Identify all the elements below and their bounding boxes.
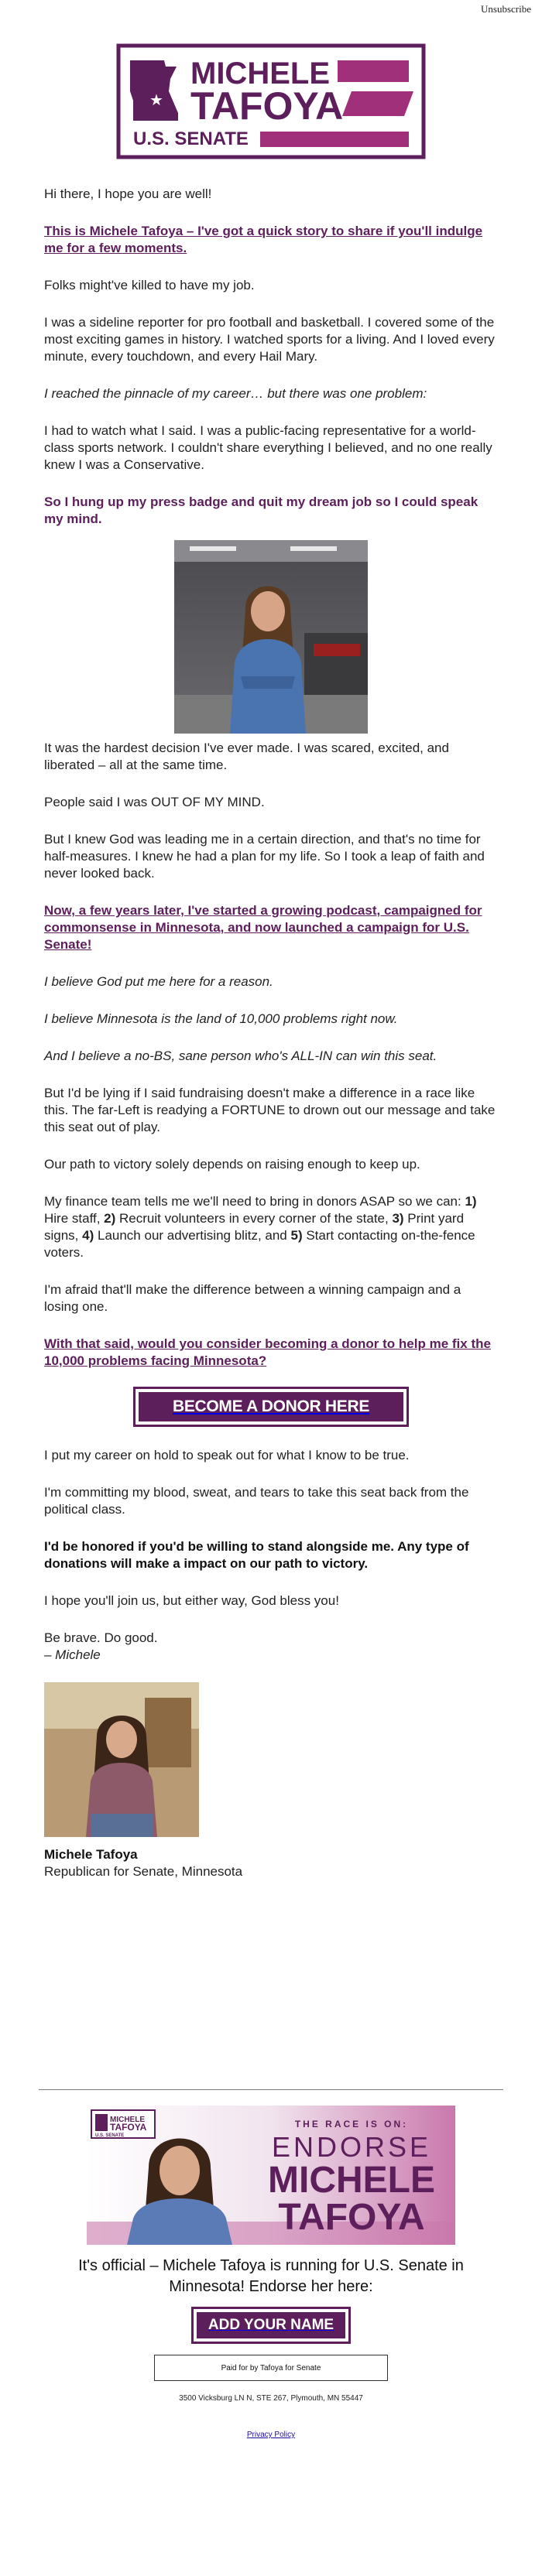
paragraph: And I believe a no-BS, sane person who's ALL-IN can win this seat. bbox=[44, 1049, 437, 1063]
logo-star: ★ bbox=[149, 91, 163, 109]
paragraph: I was a sideline reporter for pro football and basketball. I covered some of the most exciting games in history. I watched sports for a living. And I loved every minute, every touchdown, and every Hail Mary. bbox=[44, 315, 495, 364]
paragraph: It was the hardest decision I've ever made. I was scared, excited, and liberated – all at the same time. bbox=[44, 741, 449, 772]
campaign-link[interactable]: Now, a few years later, I've started a growing podcast, campaigned for commonsense in Minnesota, and now launched a campaign for U.S. Senate! bbox=[44, 903, 482, 952]
become-donor-button[interactable] bbox=[133, 1387, 409, 1427]
candidate-photo-garage bbox=[174, 540, 368, 734]
paragraph: I believe Minnesota is the land of 10,000 problems right now. bbox=[44, 1011, 398, 1026]
campaign-logo bbox=[116, 43, 426, 159]
intro-link[interactable]: This is Michele Tafoya – I've got a quick story to share if you'll indulge me for a few moments. bbox=[44, 224, 483, 255]
banner-tagline: THE RACE IS ON: bbox=[294, 2119, 409, 2130]
paragraph: I believe God put me here for a reason. bbox=[44, 974, 273, 989]
endorse-text: It's official – Michele Tafoya is running for U.S. Senate in Minnesota! Endorse her here: bbox=[78, 2257, 464, 2295]
add-your-name-button[interactable] bbox=[191, 2307, 351, 2344]
paragraph: I put my career on hold to speak out for what I know to be true. bbox=[44, 1448, 410, 1462]
paragraph: People said I was OUT OF MY MIND. bbox=[44, 795, 265, 809]
logo-line3: U.S. SENATE bbox=[133, 128, 249, 149]
paragraph-highlight: So I hung up my press badge and quit my dream job so I could speak my mind. bbox=[44, 494, 479, 526]
paid-for-disclaimer: Paid for by Tafoya for Senate bbox=[154, 2355, 388, 2381]
email-body bbox=[44, 43, 498, 1880]
mailing-address: 3500 Vicksburg LN N, STE 267, Plymouth, MN 55447 bbox=[179, 2394, 363, 2403]
paragraph: I'm committing my blood, sweat, and tears to take this seat back from the political class. bbox=[44, 1485, 469, 1517]
logo-stripe-mid bbox=[342, 91, 413, 116]
paragraph: I reached the pinnacle of my career… but there was one problem: bbox=[44, 386, 427, 401]
paragraph: I'm afraid that'll make the difference between a winning campaign and a losing one. bbox=[44, 1282, 461, 1314]
logo-stripe-top bbox=[338, 60, 409, 82]
banner-endorse: ENDORSE bbox=[271, 2131, 432, 2163]
paragraph: Our path to victory solely depends on raising enough to keep up. bbox=[44, 1157, 420, 1172]
signature-role: Republican for Senate, Minnesota bbox=[44, 1864, 243, 1879]
unsubscribe-link[interactable]: Unsubscribe bbox=[481, 3, 531, 15]
banner-name1: MICHELE bbox=[268, 2160, 435, 2201]
signature-name: Michele Tafoya bbox=[44, 1847, 138, 1862]
banner-logo-line3: U.S. SENATE bbox=[95, 2133, 125, 2138]
donor-link[interactable]: With that said, would you consider becoming a donor to help me fix the 10,000 problems facing Minnesota? bbox=[44, 1336, 491, 1368]
paragraph: I had to watch what I said. I was a public-facing representative for a world-class sports network. I couldn't share everything I believed, and no one really knew I was a Conservative. bbox=[44, 423, 492, 472]
add-your-name-label: ADD YOUR NAME bbox=[197, 2312, 345, 2338]
logo-stripe-bottom bbox=[260, 132, 409, 147]
privacy-policy-link[interactable]: Privacy Policy bbox=[246, 2431, 296, 2439]
greeting: Hi there, I hope you are well! bbox=[44, 186, 212, 201]
finance-paragraph: My finance team tells me we'll need to bring in donors ASAP so we can: 1) Hire staff, 2) Recruit volunteers in every corner of the state, 3) Print yard signs, 4) Launch our advertising blitz, and 5) Start contacting on-the-fence voters. bbox=[44, 1194, 477, 1260]
paragraph: I hope you'll join us, but either way, God bless you! bbox=[44, 1593, 339, 1608]
logo-line1: MICHELE bbox=[190, 56, 330, 91]
candidate-portrait-photo bbox=[44, 1682, 199, 1837]
banner-logo-line1: MICHELE bbox=[110, 2116, 145, 2124]
footer bbox=[39, 2089, 503, 2439]
endorse-banner[interactable] bbox=[87, 2106, 455, 2245]
banner-logo-line2: TAFOYA bbox=[110, 2122, 147, 2133]
paragraph: Folks might've killed to have my job. bbox=[44, 278, 255, 292]
paragraph: But I'd be lying if I said fundraising doesn't make a difference in a race like this. The far-Left is readying a FORTUNE to drown out our message and take this seat out of play. bbox=[44, 1086, 496, 1134]
paragraph: But I knew God was leading me in a certain direction, and that's no time for half-measures. I knew he had a plan for my life. So I took a leap of faith and never looked back. bbox=[44, 832, 485, 881]
signoff: Be brave. Do good. bbox=[44, 1630, 158, 1645]
paragraph-bold: I'd be honored if you'd be willing to stand alongside me. Any type of donations will make a impact on our path to victory. bbox=[44, 1539, 469, 1571]
banner-name2: TAFOYA bbox=[278, 2197, 425, 2238]
logo-line2: TAFOYA bbox=[190, 84, 344, 128]
signature: – Michele bbox=[44, 1647, 101, 1662]
become-donor-label: BECOME A DONOR HERE bbox=[139, 1392, 403, 1421]
